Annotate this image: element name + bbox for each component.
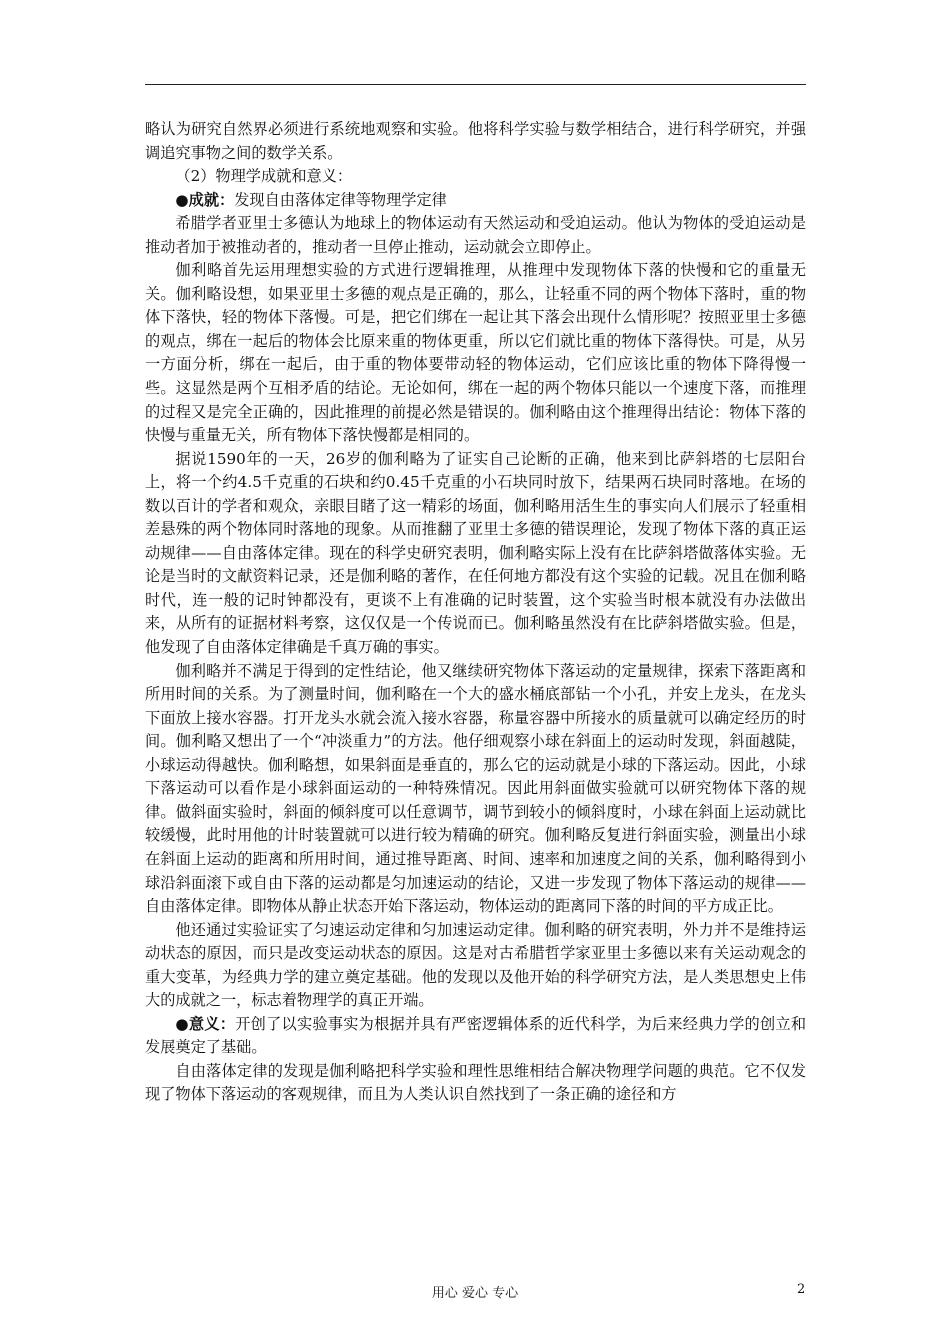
paragraph: 希腊学者亚里士多德认为地球上的物体运动有天然运动和受迫运动。他认为物体的受迫运动是推动者加于被推动者的，推动者一旦停止推动，运动就会立即停止。 <box>145 214 806 256</box>
significance-text: 开创了以实验事实为根据并具有严密逻辑体系的近代科学，为后来经典力学的创立和发展奠定了基础。 <box>145 1014 806 1057</box>
paragraph: 略认为研究自然界必须进行系统地观察和实验。他将科学实验与数学相结合，进行科学研究，并强调追究事物之间的数学关系。 <box>145 120 806 162</box>
significance-label: ●意义： <box>175 1014 236 1033</box>
achievement-text: 发现自由落体定律等物理学定律 <box>234 190 447 209</box>
achievement-label: ●成就： <box>175 190 235 209</box>
section-heading: （2）物理学成就和意义： <box>175 167 353 186</box>
document-body <box>145 118 806 1107</box>
page-number: 2 <box>797 1282 806 1297</box>
paragraph: 自由落体定律的发现是伽利略把科学实验和理性思维相结合解决物理学问题的典范。它不仅发现了物体下落运动的客观规律，而且为人类认识自然找到了一条正确的途径和方 <box>145 1061 806 1104</box>
achievement-line <box>145 189 806 213</box>
paragraph: 伽利略并不满足于得到的定性结论，他又继续研究物体下落运动的定量规律，探索下落距离和所用时间的关系。为了测量时间，伽利略在一个大的盛水桶底部钻一个小孔，并安上龙头，在龙头下面放上接水容器。打开龙头水就会流入接水容器，称量容器中所接水的质量就可以确定经历的时间。伽利略又想出了一个“冲淡重力”的方法。他仔细观察小球在斜面上的运动时发现，斜面越陡，小球运动得越快。伽利略想，如果斜面是垂直的，那么它的运动就是小球的下落运动。因此，小球下落运动可以看作是小球斜面运动的一种特殊情况。因此用斜面做实验就可以研究物体下落的规律。做斜面实验时，斜面的倾斜度可以任意调节，调节到较小的倾斜度时，小球在斜面上运动就比较缓慢，此时用他的计时装置就可以进行较为精确的研究。伽利略反复进行斜面实验，测量出小球在斜面上运动的距离和所用时间，通过推导距离、时间、速率和加速度之间的关系，伽利略得到小球沿斜面滚下或自由下落的运动都是匀加速运动的结论，又进一步发现了物体下落运动的规律——自由落体定律。即物体从静止状态开始下落运动，物体运动的距离同下落的时间的平方成正比。 <box>145 661 806 916</box>
paragraph: 他还通过实验证实了匀速运动定律和匀加速运动定律。伽利略的研究表明，外力并不是维持运动状态的原因，而只是改变运动状态的原因。这是对古希腊哲学家亚里士多德以来有关运动观念的重大变革，为经典力学的建立奠定基础。他的发现以及他开始的科学研究方法，是人类思想史上伟大的成就之一，标志着物理学的真正开端。 <box>145 920 806 1010</box>
paragraph: 据说1590年的一天，26岁的伽利略为了证实自己论断的正确，他来到比萨斜塔的七层阳台上，将一个约4.5千克重的石块和约0.45千克重的小石块同时放下，结果两石块同时落地。在场的数以百计的学者和观众，亲眼目睹了这一精彩的场面，伽利略用活生生的事实向人们展示了轻重相差悬殊的两个物体同时落地的现象。从而推翻了亚里士多德的错误理论，发现了物体下落的真正运动规律——自由落体定律。现在的科学史研究表明，伽利略实际上没有在比萨斜塔做落体实验。无论是当时的文献资料记录，还是伽利略的著作，在任何地方都没有这个实验的记载。况且在伽利略时代，连一般的记时钟都没有，更谈不上有准确的记时装置，这个实验当时根本就没有办法做出来，从所有的证据材料考察，这仅仅是一个传说而已。伽利略虽然没有在比萨斜塔做实验。但是，他发现了自由落体定律确是千真万确的事实。 <box>145 449 806 657</box>
footer-text: 用心 爱心 专心 <box>431 1286 519 1301</box>
significance-line <box>145 1013 806 1060</box>
header-rule <box>145 84 806 85</box>
paragraph: 伽利略首先运用理想实验的方式进行逻辑推理，从推理中发现物体下落的快慢和它的重量无关。伽利略设想，如果亚里士多德的观点是正确的，那么，让轻重不同的两个物体下落时，重的物体下落快，轻的物体下落慢。可是，把它们绑在一起让其下落会出现什么情形呢？按照亚里士多德的观点，绑在一起后的物体会比原来重的物体更重，所以它们就比重的物体下落得快。可是，从另一方面分析，绑在一起后，由于重的物体要带动轻的物体运动，它们应该比重的物体下降得慢一些。这显然是两个互相矛盾的结论。无论如何，绑在一起的两个物体只能以一个速度下落，而推理的过程又是完全正确的，因此推理的前提必然是错误的。伽利略由这个推理得出结论：物体下落的快慢与重量无关，所有物体下落快慢都是相同的。 <box>145 261 806 445</box>
